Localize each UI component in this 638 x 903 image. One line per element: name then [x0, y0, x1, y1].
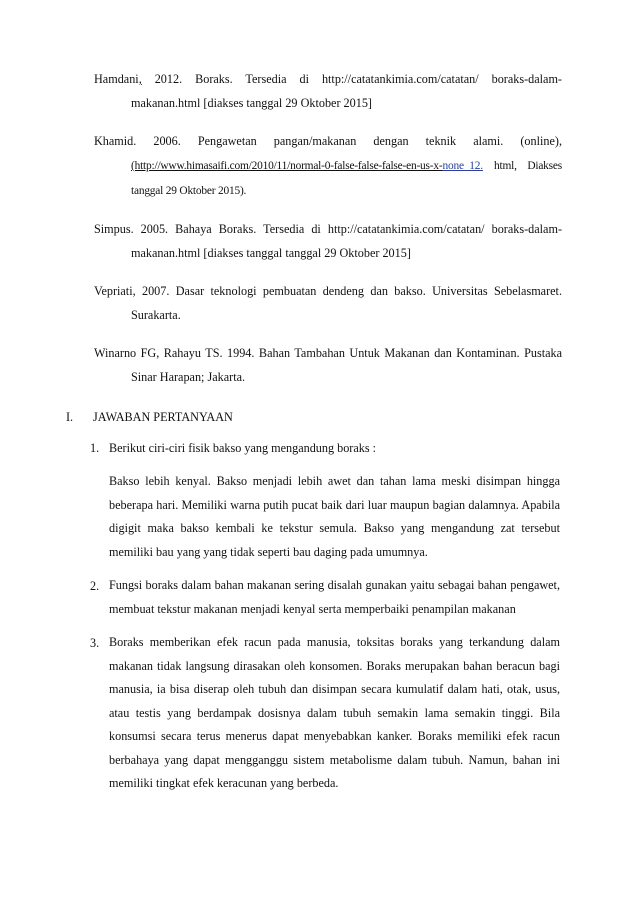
- section-heading: [66, 405, 566, 429]
- answer-item: [90, 436, 560, 564]
- reference-body: 2012. Boraks. Tersedia di http://catatankimia.com/catatan/ boraks-dalam-makanan.html [diakses tanggal 29 Oktober 2015]: [131, 72, 562, 110]
- section-number: I.: [66, 410, 74, 424]
- underlined-comma: ,: [138, 72, 142, 86]
- answer-text: Bakso lebih kenyal. Bakso menjadi lebih awet dan tahan lama meski disimpan hingga beberapa hari. Memiliki warna putih pucat baik dari luar maupun bagian dalamnya. Apabila digigit maka bakso kembali ke tekstur semula. Bakso yang mengandung zat tersebut memiliki bau yang yang tidak seperti bau daging pada umumnya.: [109, 474, 560, 559]
- answer-number: 3.: [90, 636, 100, 650]
- reference-hamdani: [94, 67, 562, 115]
- reference-simpus: Simpus. 2005. Bahaya Boraks. Tersedia di http://catatankimia.com/catatan/ boraks-dalam-makanan.html [diakses tanggal tanggal 29 Oktober 2015]: [94, 222, 562, 260]
- answer-item: [90, 631, 560, 796]
- reference-author: Hamdani: [94, 72, 139, 86]
- reference-list: [94, 67, 562, 403]
- answer-lead: Berikut ciri-ciri fisik bakso yang mengandung boraks :: [109, 441, 377, 455]
- reference-khamid: [94, 129, 562, 203]
- reference-link-end[interactable]: none_12.: [442, 160, 483, 172]
- section-title: JAWABAN PERTANYAAN: [93, 410, 233, 424]
- answer-text: Boraks memberikan efek racun pada manusia, toksitas boraks yang terkandung dalam makanan tidak langsung dirasakan oleh konsomen. Boraks merupakan bahan beracun bagi manusia, ia bisa diserap oleh tubuh dan disimpan secara kumulatif dalam hati, otak, usus, atau testis yang berdampak dosisnya dalam tubuh semakin lama semakin tinggi. Bila konsumsi secara terus menerus dapat menyebabkan kanker. Boraks memiliki efek racun berbahaya yang dapat mengganggu sistem metabolisme dalam tubuh. Namun, bahan ini memiliki tingkat efek keracunan yang berbeda.: [109, 635, 560, 790]
- answer-list: [90, 436, 560, 806]
- answer-item: [90, 574, 560, 621]
- reference-vepriati: Vepriati, 2007. Dasar teknologi pembuatan dendeng dan bakso. Universitas Sebelasmaret. Surakarta.: [94, 284, 562, 322]
- reference-tail: html, Diakses tanggal 29 Oktober 2015).: [131, 160, 563, 197]
- reference-winarno: Winarno FG, Rahayu TS. 1994. Bahan Tambahan Untuk Makanan dan Kontaminan. Pustaka Sinar Harapan; Jakarta.: [94, 346, 562, 384]
- answer-number: 1.: [90, 441, 100, 455]
- answer-text: Fungsi boraks dalam bahan makanan sering disalah gunakan yaitu sebagai bahan pengawet, membuat tekstur makanan menjadi kenyal serta memperbaiki penampilan makanan: [109, 578, 560, 616]
- reference-link[interactable]: (http://www.himasaifi.com/2010/11/normal-0-false-false-false-en-us-x-: [131, 160, 443, 172]
- reference-body: Khamid. 2006. Pengawetan pangan/makanan dengan teknik alami. (online),: [94, 134, 562, 148]
- answer-number: 2.: [90, 579, 100, 593]
